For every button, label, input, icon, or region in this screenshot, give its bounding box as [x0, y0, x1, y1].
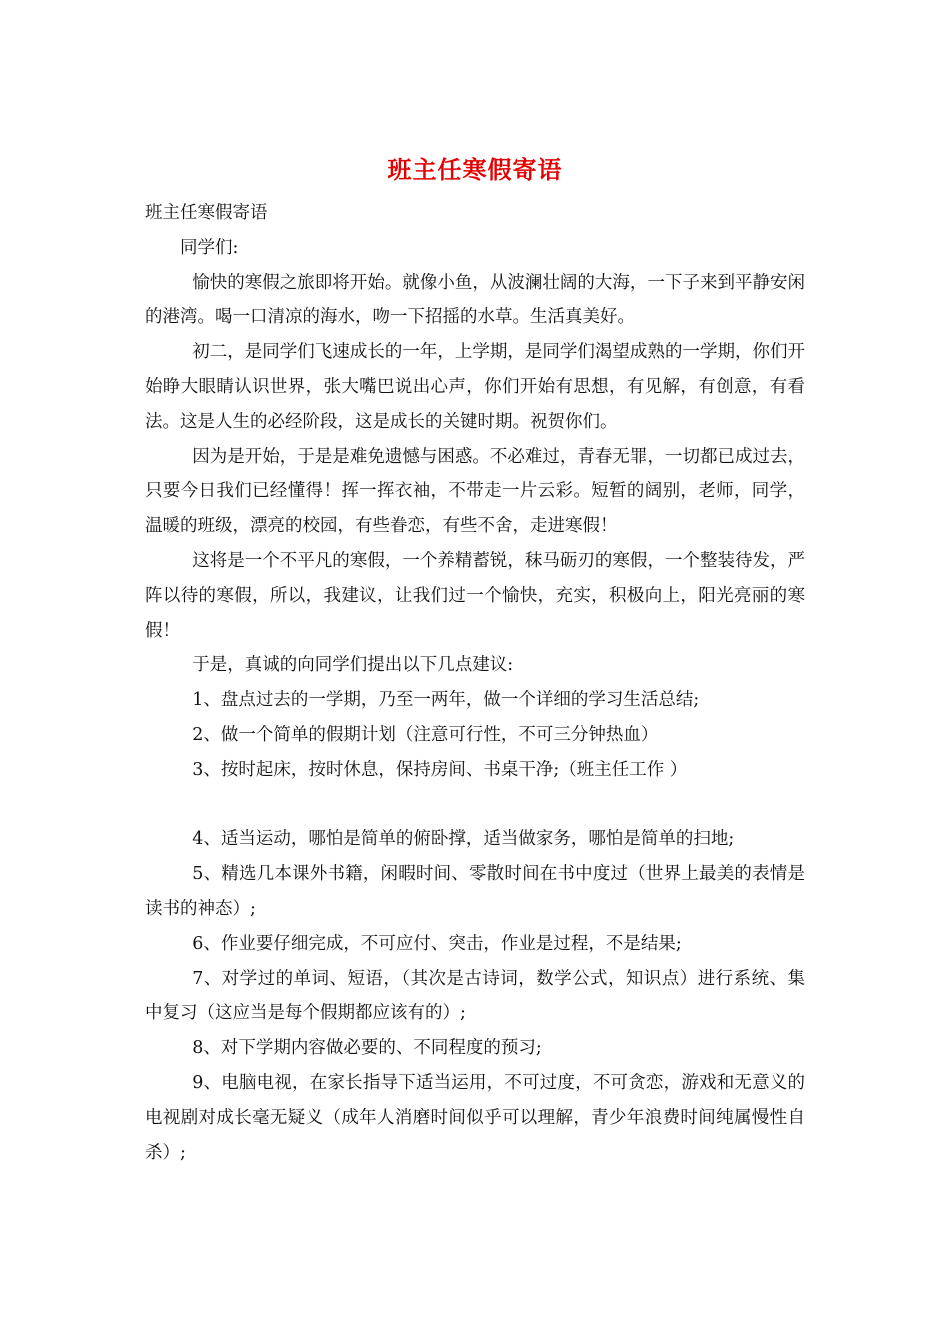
paragraph: 这将是一个不平凡的寒假，一个养精蓄锐，秣马砺刃的寒假，一个整装待发，严阵以待的寒假，所以，我建议，让我们过一个愉快，充实，积极向上，阳光亮丽的寒假！ [145, 550, 805, 641]
suggestion-item: 9、电脑电视，在家长指导下适当运用，不可过度，不可贪恋，游戏和无意义的电视剧对成长毫无疑义（成年人消磨时间似乎可以理解，青少年浪费时间纯属慢性自杀）; [145, 1072, 805, 1163]
suggestion-item: 8、对下学期内容做必要的、不同程度的预习; [192, 1038, 542, 1059]
document-body [145, 196, 805, 1170]
suggestion-item: 7、对学过的单词、短语，（其次是古诗词，数学公式，知识点）进行系统、集中复习（这应当是每个假期都应该有的）; [145, 968, 805, 1024]
document-title: 班主任寒假寄语 [387, 155, 563, 184]
suggestion-item: 4、适当运动，哪怕是简单的俯卧撑，适当做家务，哪怕是简单的扫地; [192, 829, 735, 850]
document-subtitle: 班主任寒假寄语 [145, 203, 268, 223]
greeting: 同学们: [180, 237, 239, 258]
paragraph: 于是，真诚的向同学们提出以下几点建议: [192, 655, 514, 676]
suggestion-item: 3、按时起床，按时休息，保持房间、书桌干净;（班主任工作 ） [192, 759, 688, 780]
blank-line [145, 788, 805, 823]
suggestion-item: 6、作业要仔细完成，不可应付、突击，作业是过程，不是结果; [192, 933, 682, 954]
suggestion-item: 5、精选几本课外书籍，闲暇时间、零散时间在书中度过（世界上最美的表情是读书的神态）; [145, 864, 805, 919]
paragraph: 因为是开始，于是是难免遗憾与困惑。不必难过，青春无罪，一切都已成过去，只要今日我们已经懂得！挥一挥衣袖，不带走一片云彩。短暂的阔别，老师，同学，温暖的班级，漂亮的校园，有些眷恋，有些不舍，走进寒假！ [145, 446, 805, 537]
suggestion-item: 1、盘点过去的一学期，乃至一两年，做一个详细的学习生活总结; [192, 690, 700, 711]
paragraph: 初二，是同学们飞速成长的一年，上学期，是同学们渴望成熟的一学期，你们开始睁大眼睛认识世界，张大嘴巴说出心声，你们开始有思想，有见解，有创意，有看法。这是人生的必经阶段，这是成长的关键时期。祝贺你们。 [145, 342, 805, 432]
paragraph: 愉快的寒假之旅即将开始。就像小鱼，从波澜壮阔的大海，一下子来到平静安闲的港湾。喝一口清凉的海水，吻一下招摇的水草。生活真美好。 [145, 272, 805, 328]
suggestion-item: 2、做一个简单的假期计划（注意可行性，不可三分钟热血） [192, 724, 659, 745]
